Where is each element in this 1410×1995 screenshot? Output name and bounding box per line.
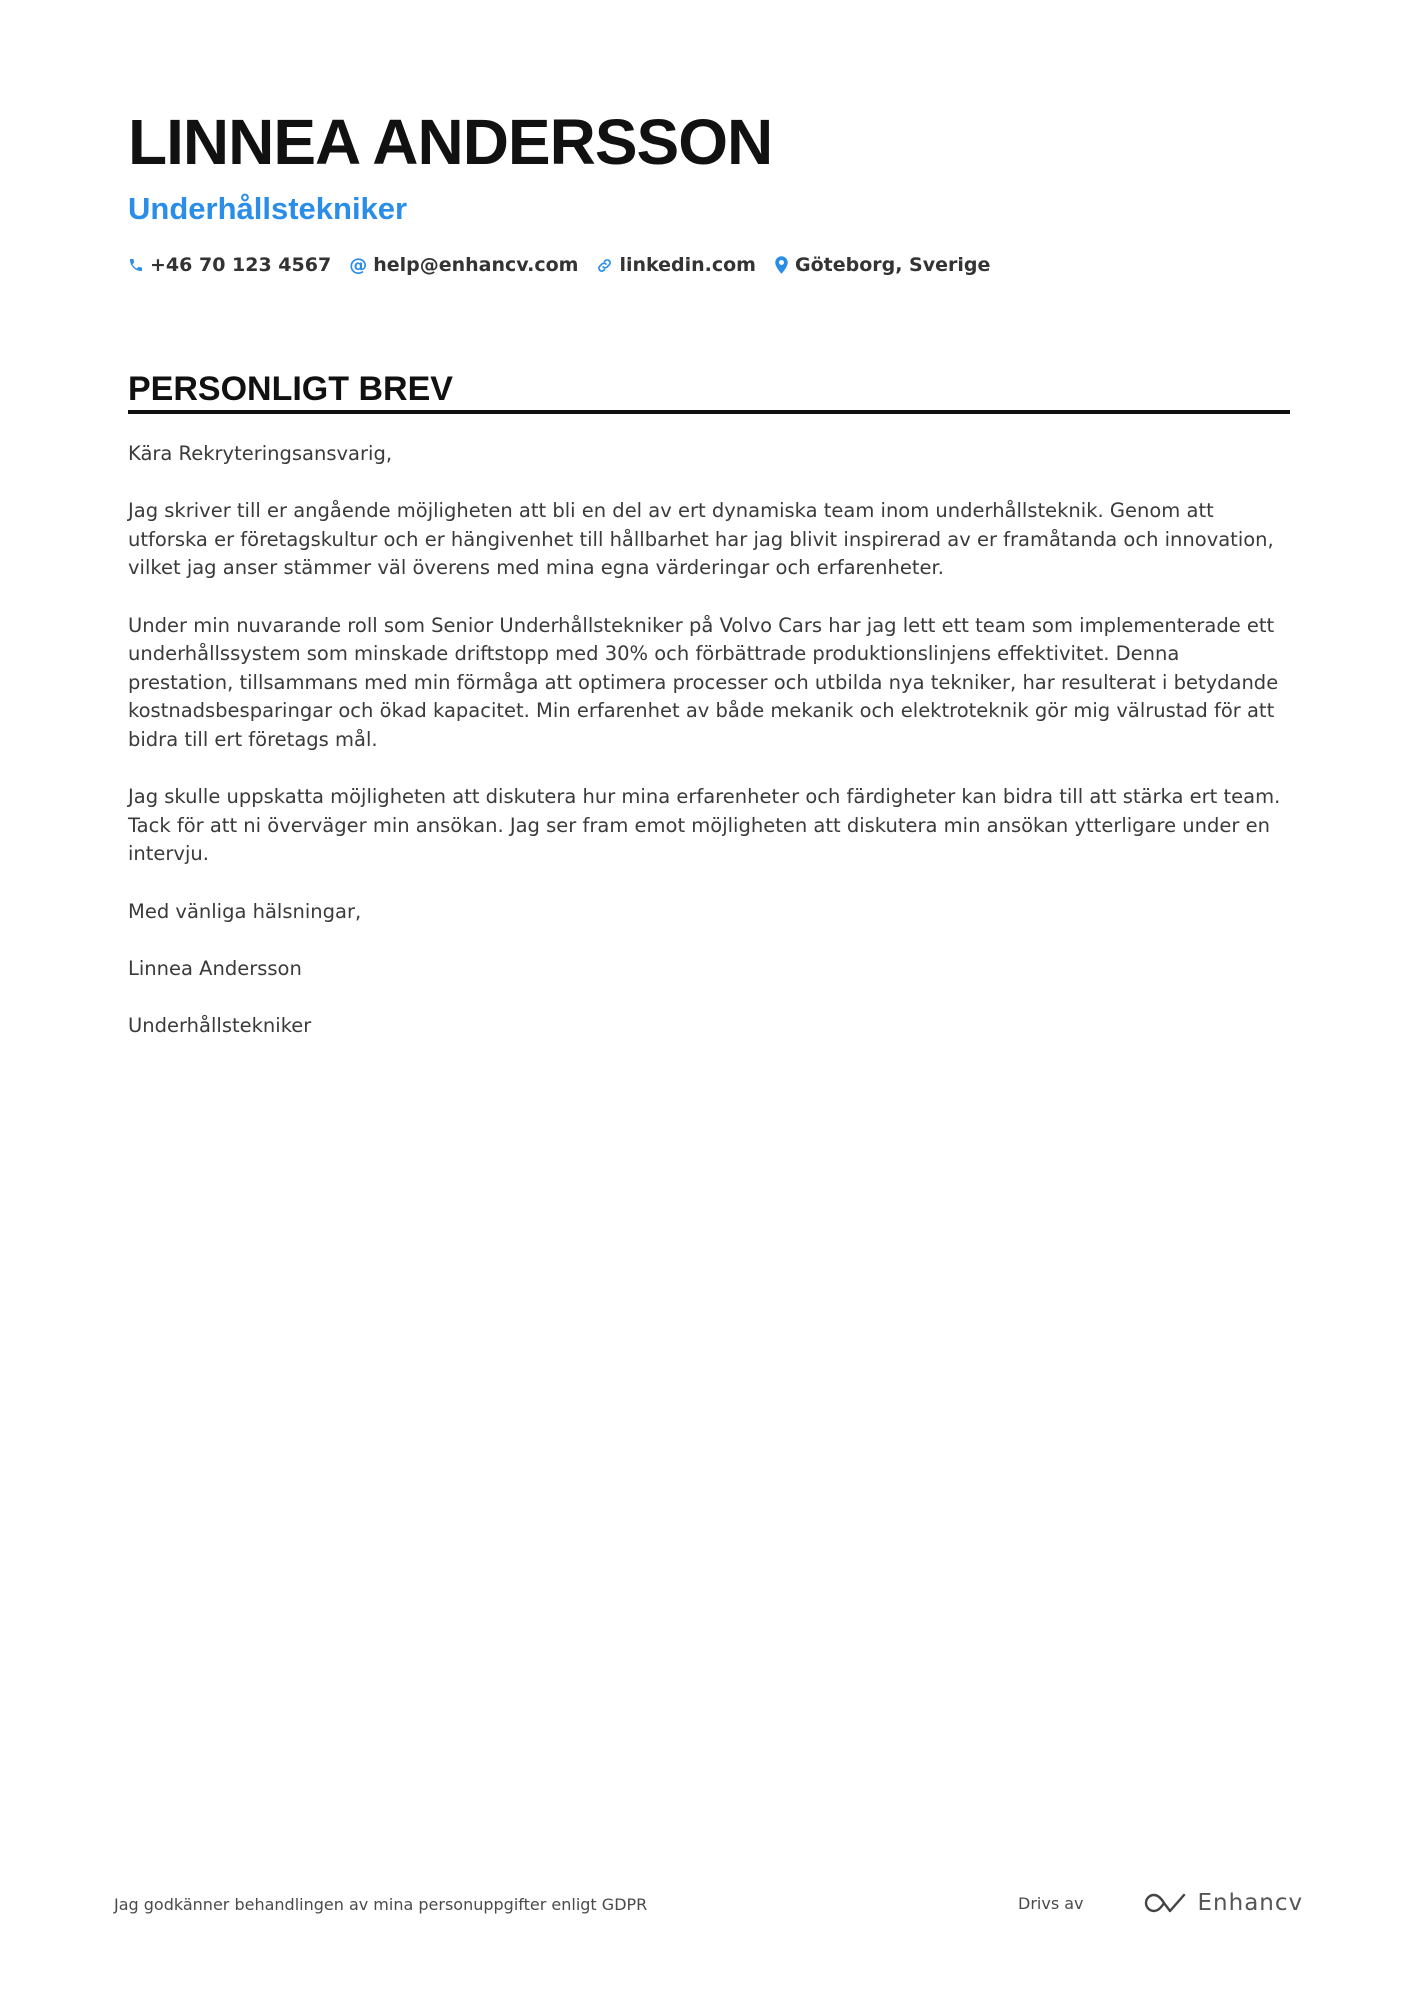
contact-bar — [128, 254, 1008, 276]
brand-name[interactable]: Enhancv — [1197, 1890, 1304, 1916]
contact-phone-text: +46 70 123 4567 — [150, 254, 332, 276]
signature-name: Linnea Andersson — [128, 956, 302, 980]
contact-location-text: Göteborg, Sverige — [794, 254, 991, 276]
contact-location — [774, 254, 990, 276]
section-divider — [128, 410, 1290, 414]
letter-paragraph-1: Jag skriver till er angående möjligheten att bli en del av ert dynamiska team inom underhållsteknik. Genom att utforska er företagskultur och er hängivenhet till hållbarhet har jag blivit inspirerad av er framåtanda och innovation, vilket jag anser stämmer väl överens med mina egna värderingar och erfarenheter. — [128, 499, 1274, 580]
candidate-name: LINNEA ANDERSSON — [128, 106, 773, 178]
location-pin-icon — [774, 256, 789, 274]
enhancv-logo-icon — [1142, 1890, 1190, 1916]
contact-email-text[interactable]: help@enhancv.com — [373, 254, 579, 276]
gdpr-consent-text: Jag godkänner behandlingen av mina personuppgifter enligt GDPR — [114, 1895, 648, 1914]
letter-body — [128, 440, 1290, 1069]
job-title: Underhållstekniker — [128, 191, 408, 226]
letter-greeting: Kära Rekryteringsansvarig, — [128, 442, 393, 465]
section-title: PERSONLIGT BREV — [128, 370, 453, 408]
contact-linkedin-text[interactable]: linkedin.com — [619, 254, 756, 276]
signature-title: Underhållstekniker — [128, 1013, 312, 1037]
letter-closing: Med vänliga hälsningar, — [128, 899, 362, 923]
contact-email[interactable] — [349, 254, 578, 276]
powered-by-label: Drivs av — [1018, 1893, 1084, 1913]
contact-phone — [128, 254, 331, 276]
letter-paragraph-2: Under min nuvarande roll som Senior Underhållstekniker på Volvo Cars har jag lett ett team som implementerade ett underhållssystem som minskade driftstopp med 30% och förbättrade produktionslinjens effektivitet. Denna prestation, tillsammans med min förmåga att optimera processer och utbilda nya tekniker, har resulterat i betydande kostnadsbesparingar och ökad kapacitet. Min erfarenhet av både mekanik och elektroteknik gör mig välrustad för att bidra till ert företags mål. — [128, 613, 1279, 751]
contact-linkedin[interactable] — [596, 254, 756, 276]
at-icon: @ — [349, 254, 368, 276]
link-icon — [596, 257, 613, 274]
enhancv-brand[interactable] — [1142, 1890, 1304, 1916]
letter-paragraph-3: Jag skulle uppskatta möjligheten att diskutera hur mina erfarenheter och färdigheter kan bidra till att stärka ert team. Tack för att ni överväger min ansökan. Jag ser fram emot möjligheten att diskutera min ansökan ytterligare under en intervju. — [128, 785, 1281, 866]
footer-branding — [1018, 1890, 1303, 1916]
phone-icon — [128, 257, 144, 273]
